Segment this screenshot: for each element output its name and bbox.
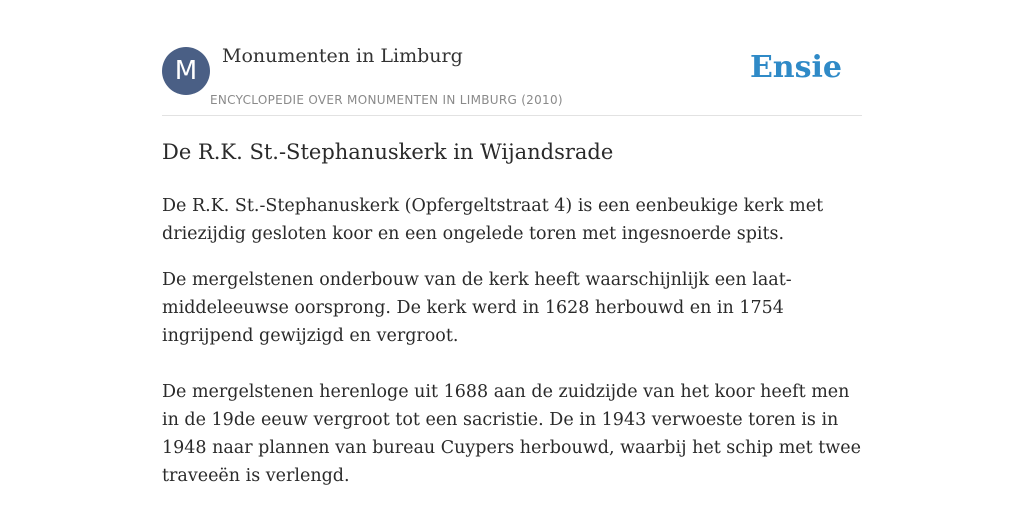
source-title[interactable]: Monumenten in Limburg bbox=[222, 45, 463, 67]
header-divider bbox=[162, 115, 862, 116]
article-title: De R.K. St.-Stephanuskerk in Wijandsrade bbox=[162, 140, 614, 164]
article-paragraph: De R.K. St.-Stephanuskerk (Opfergeltstraat 4) is een eenbeukige kerk met driezijdig gesloten koor en een ongelede toren met ingesnoerde spits. bbox=[162, 196, 824, 244]
source-avatar[interactable]: M bbox=[162, 47, 210, 95]
article-paragraph: De mergelstenen herenloge uit 1688 aan de zuidzijde van het koor heeft men in de 19de eeuw vergroot tot een sacristie. De in 1943 verwoeste toren is in 1948 naar plannen van bureau Cuypers herbouwd, waarbij het schip met twee traveeën is verlengd. bbox=[162, 382, 861, 486]
source-subtitle: ENCYCLOPEDIE OVER MONUMENTEN IN LIMBURG (2010) bbox=[210, 93, 563, 107]
brand-logo[interactable]: Ensie bbox=[749, 50, 842, 85]
article-paragraph: De mergelstenen onderbouw van de kerk heeft waarschijnlijk een laat-middeleeuwse oorsprong. De kerk werd in 1628 herbouwd en in 1754 ingrijpend gewijzigd en vergroot. bbox=[162, 270, 792, 346]
article-body bbox=[162, 192, 862, 490]
